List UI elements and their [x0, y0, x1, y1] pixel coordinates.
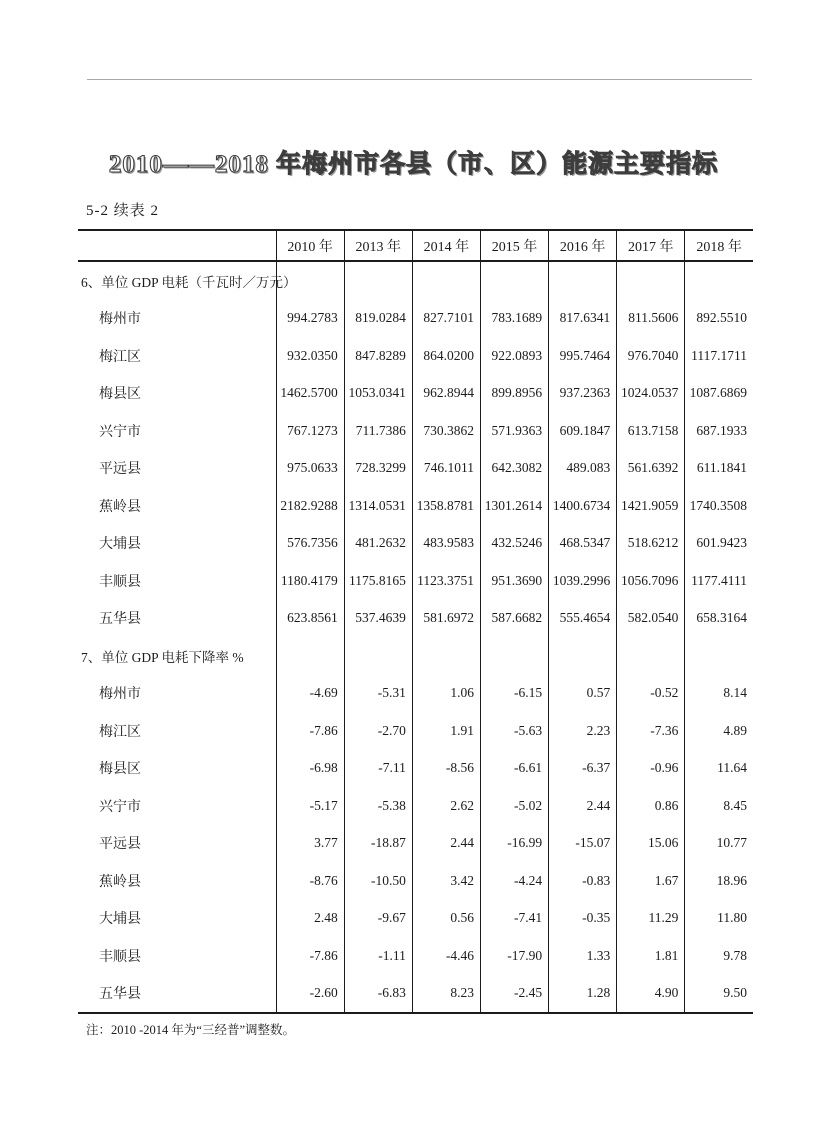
cell-value: 1175.8165 [344, 562, 412, 600]
cell-value: 0.86 [617, 787, 685, 825]
cell-value: 1.67 [617, 862, 685, 900]
cell-value: 1358.8781 [412, 487, 480, 525]
cell-value: 4.90 [617, 975, 685, 1014]
cell-value: -2.60 [276, 975, 344, 1014]
cell-value: 518.6212 [617, 525, 685, 563]
cell-value: -18.87 [344, 825, 412, 863]
empty-cell [549, 637, 617, 675]
table-row [78, 750, 753, 788]
cell-value: 642.3082 [480, 450, 548, 488]
cell-value: -4.46 [412, 937, 480, 975]
row-label: 大埔县 [99, 537, 141, 553]
cell-value: 728.3299 [344, 450, 412, 488]
cell-value: 932.0350 [276, 337, 344, 375]
empty-cell [276, 637, 344, 675]
table-row [78, 300, 753, 338]
table-row [78, 600, 753, 638]
empty-cell [617, 637, 685, 675]
row-label: 蕉岭县 [99, 874, 141, 890]
cell-value: 8.14 [685, 675, 753, 713]
row-label: 蕉岭县 [99, 499, 141, 515]
cell-value: 481.2632 [344, 525, 412, 563]
page-title: 2010——2018 年梅州市各县（市、区）能源主要指标 [108, 150, 719, 178]
cell-value: 2.44 [412, 825, 480, 863]
cell-value: 1421.9059 [617, 487, 685, 525]
empty-cell [344, 261, 412, 300]
cell-value: 2182.9288 [276, 487, 344, 525]
cell-value: 1.06 [412, 675, 480, 713]
cell-value: 937.2363 [549, 375, 617, 413]
cell-value: -7.86 [276, 937, 344, 975]
cell-value: 1740.3508 [685, 487, 753, 525]
cell-value: 587.6682 [480, 600, 548, 638]
cell-value: 767.1273 [276, 412, 344, 450]
cell-value: 11.80 [685, 900, 753, 938]
cell-value: -7.86 [276, 712, 344, 750]
cell-value: 623.8561 [276, 600, 344, 638]
cell-value: 10.77 [685, 825, 753, 863]
cell-value: 827.7101 [412, 300, 480, 338]
cell-value: -6.15 [480, 675, 548, 713]
cell-value: 571.9363 [480, 412, 548, 450]
cell-value: 1462.5700 [276, 375, 344, 413]
cell-value: 783.1689 [480, 300, 548, 338]
cell-value: 1177.4111 [685, 562, 753, 600]
empty-cell [480, 637, 548, 675]
cell-value: -0.35 [549, 900, 617, 938]
row-label: 五华县 [99, 987, 141, 1003]
cell-value: -6.61 [480, 750, 548, 788]
cell-value: -4.24 [480, 862, 548, 900]
cell-value: 864.0200 [412, 337, 480, 375]
year-header: 2017 年 [617, 230, 685, 261]
cell-value: 561.6392 [617, 450, 685, 488]
empty-cell [344, 637, 412, 675]
section-label: 7、单位 GDP 电耗下降率 % [81, 649, 244, 665]
cell-value: 711.7386 [344, 412, 412, 450]
cell-value: -8.76 [276, 862, 344, 900]
table-row [78, 900, 753, 938]
cell-value: 1301.2614 [480, 487, 548, 525]
cell-value: 483.9583 [412, 525, 480, 563]
cell-value: -7.11 [344, 750, 412, 788]
row-label: 平远县 [99, 837, 141, 853]
cell-value: -6.98 [276, 750, 344, 788]
cell-value: 2.44 [549, 787, 617, 825]
cell-value: 611.1841 [685, 450, 753, 488]
cell-value: 1053.0341 [344, 375, 412, 413]
cell-value: 8.23 [412, 975, 480, 1014]
cell-value: 1.81 [617, 937, 685, 975]
cell-value: 976.7040 [617, 337, 685, 375]
energy-indicators-table [78, 229, 753, 1014]
cell-value: 581.6972 [412, 600, 480, 638]
cell-value: 1024.0537 [617, 375, 685, 413]
cell-value: 11.29 [617, 900, 685, 938]
cell-value: 537.4639 [344, 600, 412, 638]
cell-value: 658.3164 [685, 600, 753, 638]
cell-value: 1.91 [412, 712, 480, 750]
cell-value: 576.7356 [276, 525, 344, 563]
cell-value: 2.48 [276, 900, 344, 938]
year-header: 2015 年 [480, 230, 548, 261]
cell-value: -17.90 [480, 937, 548, 975]
cell-value: 811.5606 [617, 300, 685, 338]
cell-value: 0.56 [412, 900, 480, 938]
cell-value: 2.62 [412, 787, 480, 825]
row-label: 大埔县 [99, 912, 141, 928]
cell-value: 1087.6869 [685, 375, 753, 413]
empty-cell [480, 261, 548, 300]
cell-value: 489.083 [549, 450, 617, 488]
row-label: 五华县 [99, 612, 141, 628]
cell-value: -6.37 [549, 750, 617, 788]
cell-value: 1.33 [549, 937, 617, 975]
year-header: 2010 年 [276, 230, 344, 261]
empty-cell [685, 261, 753, 300]
cell-value: 9.50 [685, 975, 753, 1014]
cell-value: 1180.4179 [276, 562, 344, 600]
cell-value: -5.17 [276, 787, 344, 825]
cell-value: 613.7158 [617, 412, 685, 450]
footnote: 注：2010 -2014 年为“三经普”调整数。 [86, 1023, 296, 1037]
cell-value: -0.83 [549, 862, 617, 900]
table-body [78, 261, 753, 1013]
cell-value: 1.28 [549, 975, 617, 1014]
cell-value: -6.83 [344, 975, 412, 1014]
cell-value: -8.56 [412, 750, 480, 788]
cell-value: 847.8289 [344, 337, 412, 375]
table-row [78, 412, 753, 450]
cell-value: 1123.3751 [412, 562, 480, 600]
cell-value: 4.89 [685, 712, 753, 750]
cell-value: 1314.0531 [344, 487, 412, 525]
table-row [78, 487, 753, 525]
cell-value: 11.64 [685, 750, 753, 788]
table-row [78, 862, 753, 900]
cell-value: -9.67 [344, 900, 412, 938]
corner-cell [78, 230, 276, 261]
cell-value: 746.1011 [412, 450, 480, 488]
year-header: 2018 年 [685, 230, 753, 261]
cell-value: 3.77 [276, 825, 344, 863]
cell-value: 1400.6734 [549, 487, 617, 525]
page-header-rule [87, 79, 752, 80]
cell-value: 899.8956 [480, 375, 548, 413]
cell-value: 582.0540 [617, 600, 685, 638]
cell-value: -7.36 [617, 712, 685, 750]
table-row [78, 562, 753, 600]
row-label: 梅江区 [99, 724, 141, 740]
table-row [78, 450, 753, 488]
cell-value: -5.38 [344, 787, 412, 825]
empty-cell [412, 637, 480, 675]
table-row [78, 975, 753, 1014]
section-row [78, 261, 753, 300]
cell-value: 817.6341 [549, 300, 617, 338]
cell-value: -15.07 [549, 825, 617, 863]
table-row [78, 525, 753, 563]
cell-value: 687.1933 [685, 412, 753, 450]
cell-value: 2.23 [549, 712, 617, 750]
cell-value: 9.78 [685, 937, 753, 975]
cell-value: -1.11 [344, 937, 412, 975]
row-label: 丰顺县 [99, 574, 141, 590]
cell-value: 1039.2996 [549, 562, 617, 600]
cell-value: -0.52 [617, 675, 685, 713]
table-row [78, 375, 753, 413]
table-header-row [78, 230, 753, 261]
cell-value: 892.5510 [685, 300, 753, 338]
cell-value: 432.5246 [480, 525, 548, 563]
cell-value: -2.70 [344, 712, 412, 750]
cell-value: 15.06 [617, 825, 685, 863]
empty-cell [685, 637, 753, 675]
cell-value: -7.41 [480, 900, 548, 938]
cell-value: 1056.7096 [617, 562, 685, 600]
year-header: 2013 年 [344, 230, 412, 261]
cell-value: -5.31 [344, 675, 412, 713]
empty-cell [412, 261, 480, 300]
cell-value: 0.57 [549, 675, 617, 713]
cell-value: 1117.1711 [685, 337, 753, 375]
cell-value: 819.0284 [344, 300, 412, 338]
row-label: 梅州市 [99, 312, 141, 328]
row-label: 梅县区 [99, 762, 141, 778]
table-row [78, 937, 753, 975]
table-row [78, 675, 753, 713]
cell-value: -0.96 [617, 750, 685, 788]
row-label: 兴宁市 [99, 799, 141, 815]
empty-cell [549, 261, 617, 300]
cell-value: 975.0633 [276, 450, 344, 488]
cell-value: -5.02 [480, 787, 548, 825]
cell-value: 994.2783 [276, 300, 344, 338]
table-row [78, 337, 753, 375]
table-row [78, 825, 753, 863]
cell-value: -4.69 [276, 675, 344, 713]
cell-value: 18.96 [685, 862, 753, 900]
row-label: 梅州市 [99, 687, 141, 703]
table-caption: 5-2 续表 2 [86, 203, 159, 219]
cell-value: -10.50 [344, 862, 412, 900]
cell-value: 995.7464 [549, 337, 617, 375]
cell-value: 468.5347 [549, 525, 617, 563]
row-label: 丰顺县 [99, 949, 141, 965]
cell-value: 951.3690 [480, 562, 548, 600]
section-row [78, 637, 753, 675]
cell-value: 3.42 [412, 862, 480, 900]
cell-value: 730.3862 [412, 412, 480, 450]
cell-value: -5.63 [480, 712, 548, 750]
row-label: 梅县区 [99, 387, 141, 403]
year-header: 2016 年 [549, 230, 617, 261]
year-header: 2014 年 [412, 230, 480, 261]
row-label: 梅江区 [99, 349, 141, 365]
cell-value: 922.0893 [480, 337, 548, 375]
table-row [78, 787, 753, 825]
row-label: 平远县 [99, 462, 141, 478]
empty-cell [617, 261, 685, 300]
cell-value: 962.8944 [412, 375, 480, 413]
table-row [78, 712, 753, 750]
cell-value: -2.45 [480, 975, 548, 1014]
cell-value: 609.1847 [549, 412, 617, 450]
cell-value: 601.9423 [685, 525, 753, 563]
cell-value: 8.45 [685, 787, 753, 825]
cell-value: -16.99 [480, 825, 548, 863]
row-label: 兴宁市 [99, 424, 141, 440]
section-label: 6、单位 GDP 电耗（千瓦时／万元） [81, 274, 297, 290]
cell-value: 555.4654 [549, 600, 617, 638]
